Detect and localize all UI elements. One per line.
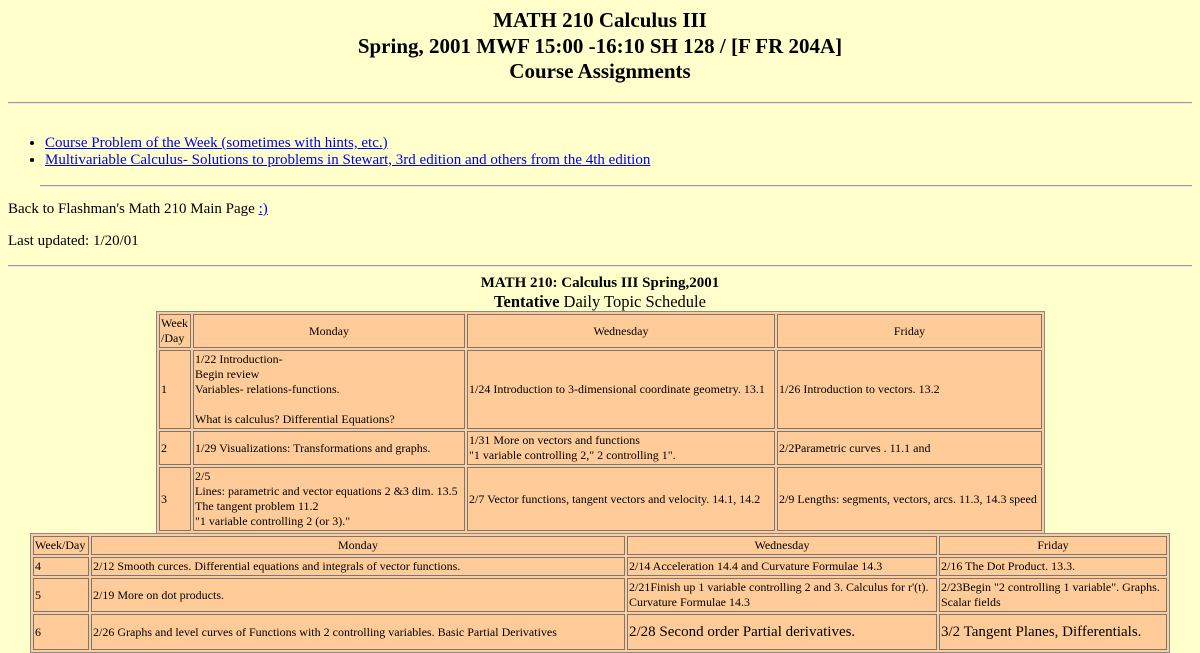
cell-line: 1/22 Introduction- [195, 352, 283, 366]
table-row [33, 614, 1167, 650]
cell-line-blank [195, 397, 463, 412]
resource-links-list [0, 135, 650, 169]
friday-cell: 2/9 Lengths: segments, vectors, arcs. 11.3, 14.3 speed [777, 467, 1042, 531]
wednesday-cell [627, 578, 937, 612]
cell-line: "1 variable controlling 2 (or 3)." [195, 514, 351, 528]
wednesday-cell: 2/28 Second order Partial derivatives. [627, 614, 937, 650]
table-row [33, 578, 1167, 612]
table-row [159, 431, 1042, 465]
problem-of-week-link[interactable]: Course Problem of the Week (sometimes with hints, etc.) [45, 135, 388, 151]
cell-line: "1 variable controlling 2," 2 controlling 1". [469, 448, 676, 462]
week-cell: 2 [159, 431, 191, 465]
table-header-row [33, 536, 1167, 555]
monday-cell: 2/12 Smooth curces. Differential equations and integrals of vector functions. [91, 557, 625, 576]
schedule-table-weeks-4-6 [30, 533, 1170, 653]
header-friday: Friday [939, 536, 1167, 555]
cell-line: 2/5 [195, 469, 211, 483]
friday-cell: 2/2Parametric curves . 11.1 and [777, 431, 1042, 465]
week-cell: 4 [33, 557, 89, 576]
friday-cell: 1/26 Introduction to vectors. 13.2 [777, 350, 1042, 429]
schedule-subtitle [0, 292, 1200, 312]
page-title: MATH 210 Calculus III [493, 8, 707, 32]
week-cell: 5 [33, 578, 89, 612]
cell-line: 1/31 More on vectors and functions [469, 433, 640, 447]
cell-line: 2/21Finish up 1 variable controlling 2 and 3. Calculus for r'(t). [629, 580, 929, 594]
header-week-day: Week /Day [159, 314, 191, 348]
cell-line: The tangent problem 11.2 [195, 499, 319, 513]
wednesday-cell: 1/24 Introduction to 3-dimensional coordinate geometry. 13.1 [467, 350, 775, 429]
table-header-row [159, 314, 1042, 348]
cell-line: Scalar fields [941, 595, 1001, 609]
header-monday: Monday [193, 314, 465, 348]
table-row [33, 557, 1167, 576]
cell-line: What is calculus? Differential Equations? [195, 412, 395, 426]
schedule-table-weeks-1-3 [156, 311, 1045, 534]
solutions-link[interactable]: Multivariable Calculus- Solutions to problems in Stewart, 3rd edition and others from the 4th edition [45, 152, 651, 168]
friday-cell [939, 578, 1167, 612]
wednesday-cell: 2/7 Vector functions, tangent vectors and velocity. 14.1, 14.2 [467, 467, 775, 531]
cell-line: Lines: parametric and vector equations 2 &3 dim. 13.5 [195, 484, 458, 498]
divider-links [40, 185, 1192, 187]
header-monday: Monday [91, 536, 625, 555]
monday-cell: 2/19 More on dot products. [91, 578, 625, 612]
cell-line: 2/23Begin "2 controlling 1 variable". Graphs. [941, 580, 1160, 594]
monday-cell [193, 467, 465, 531]
divider-top [8, 102, 1192, 104]
week-cell: 1 [159, 350, 191, 429]
page-subtitle: Course Assignments [509, 59, 691, 83]
header-wednesday: Wednesday [467, 314, 775, 348]
wednesday-cell: 2/14 Acceleration 14.4 and Curvature Formulae 14.3 [627, 557, 937, 576]
friday-cell: 3/2 Tangent Planes, Differentials. [939, 614, 1167, 650]
monday-cell: 2/26 Graphs and level curves of Functions with 2 controlling variables. Basic Partial Derivatives [91, 614, 625, 650]
tentative-label: Tentative [494, 292, 560, 311]
list-item [45, 152, 650, 169]
last-updated: Last updated: 1/20/01 [8, 233, 139, 249]
course-schedule-line: Spring, 2001 MWF 15:00 -16:10 SH 128 / [F FR 204A] [357, 34, 843, 58]
schedule-title: MATH 210: Calculus III Spring,2001 [480, 275, 720, 291]
cell-line: Curvature Formulae 14.3 [629, 595, 750, 609]
subtitle-rest: Daily Topic Schedule [559, 292, 706, 311]
cell-line: Variables- relations-functions. [195, 382, 340, 396]
list-item [45, 135, 650, 152]
divider-schedule [8, 265, 1192, 267]
header-week-day: Week/Day [33, 536, 89, 555]
table-row [159, 350, 1042, 429]
back-link-line [8, 201, 268, 218]
header-wednesday: Wednesday [627, 536, 937, 555]
table-row [159, 467, 1042, 531]
friday-cell: 2/16 The Dot Product. 13.3. [939, 557, 1167, 576]
back-text: Back to Flashman's Math 210 Main Page [8, 201, 259, 217]
week-cell: 3 [159, 467, 191, 531]
cell-line: Begin review [195, 367, 260, 381]
wednesday-cell [467, 431, 775, 465]
monday-cell [193, 350, 465, 429]
monday-cell: 1/29 Visualizations: Transformations and graphs. [193, 431, 465, 465]
week-cell: 6 [33, 614, 89, 650]
header-friday: Friday [777, 314, 1042, 348]
main-page-link[interactable]: :) [258, 201, 268, 217]
